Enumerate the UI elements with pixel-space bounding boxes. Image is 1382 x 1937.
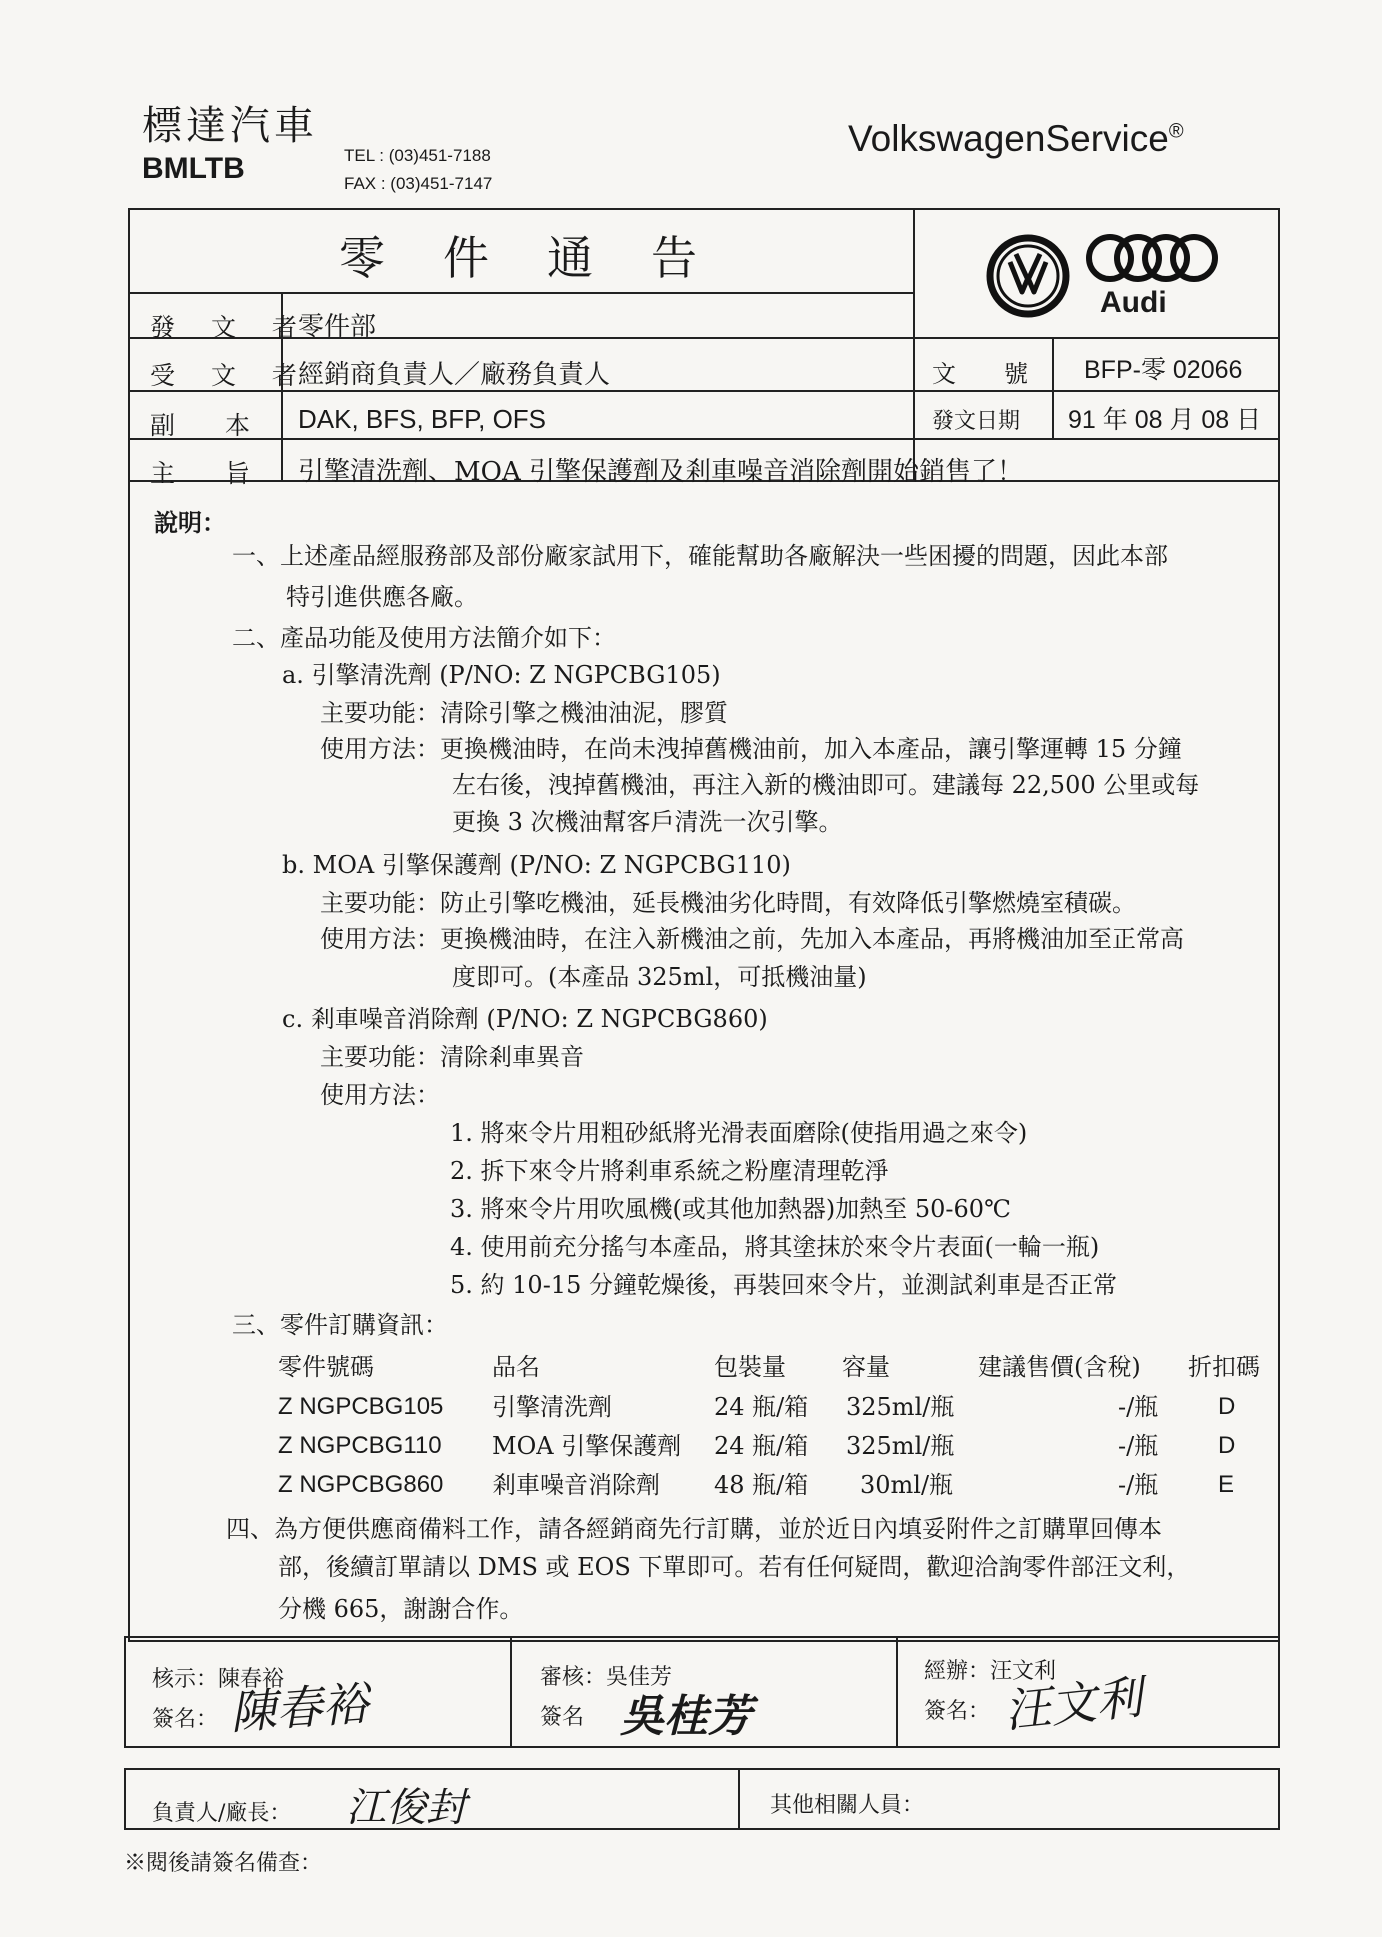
- approver-label: 核示：陳春裕: [152, 1667, 285, 1692]
- company-name-cn: 標達汽車: [142, 103, 318, 149]
- table-cell-part-no: Z NGPCBG105: [278, 1393, 444, 1420]
- section-2-title: 二、產品功能及使用方法簡介如下：: [232, 624, 616, 652]
- table-cell-volume: 30ml/瓶: [860, 1471, 954, 1499]
- doc-no-label: 文 號: [932, 360, 1028, 388]
- product-c-title: c. 剎車噪音消除劑 (P/NO: Z NGPCBG860): [282, 1005, 768, 1033]
- volkswagen-service-brand: VolkswagenService®: [848, 118, 1184, 159]
- date-label: 發文日期: [932, 409, 1021, 434]
- table-cell-volume: 325ml/瓶: [846, 1393, 955, 1421]
- table-cell-price: -/瓶: [1118, 1471, 1159, 1499]
- table-header: 零件號碼: [278, 1353, 374, 1381]
- section-4-line-2: 部，後續訂單請以 DMS 或 EOS 下單即可。若有任何疑問，歡迎洽詢零件部汪文利，: [278, 1553, 1191, 1581]
- table-cell-volume: 325ml/瓶: [846, 1432, 955, 1460]
- product-a-function: 主要功能：清除引擎之機油油泥，膠質: [320, 699, 728, 727]
- table-cell-name: MOA 引擎保護劑: [492, 1432, 682, 1460]
- explain-label: 說明：: [154, 508, 226, 537]
- product-b-usage-1: 使用方法：更換機油時，在注入新機油之前，先加入本產品，再將機油加至正常高: [320, 925, 1184, 953]
- section-4-line-3: 分機 665，謝謝合作。: [278, 1595, 524, 1623]
- subject-value: 引擎清洗劑、MOA 引擎保護劑及剎車噪音消除劑開始銷售了！: [298, 457, 1023, 487]
- handler-signature: 汪文利: [1001, 1669, 1145, 1739]
- doc-no-value: BFP-零 02066: [1084, 356, 1243, 384]
- notice-title: 零 件 通 告: [339, 231, 703, 285]
- product-b-title: b. MOA 引擎保護劑 (P/NO: Z NGPCBG110): [282, 851, 791, 879]
- company-name-en: BMLTB: [142, 152, 245, 185]
- footnote: ※閱後請簽名備查：: [124, 1851, 323, 1876]
- table-header: 包裝量: [714, 1353, 786, 1381]
- subject-label: 主 旨: [150, 459, 251, 488]
- table-cell-name: 剎車噪音消除劑: [492, 1471, 660, 1499]
- to-label: 受 文 者: [150, 361, 311, 390]
- table-cell-part-no: Z NGPCBG860: [278, 1471, 444, 1498]
- table-header: 品名: [492, 1353, 540, 1381]
- table-cell-pack: 24 瓶/箱: [714, 1393, 809, 1421]
- product-c-step: 1. 將來令片用粗砂紙將光滑表面磨除(使指用過之來令): [450, 1119, 1028, 1147]
- section-1-line-2: 特引進供應各廠。: [286, 583, 478, 611]
- table-cell-pack: 48 瓶/箱: [714, 1471, 809, 1499]
- company-fax: FAX : (03)451-7147: [344, 174, 493, 193]
- reviewer-label: 審核：吳佳芳: [540, 1665, 673, 1690]
- company-tel: TEL : (03)451-7188: [344, 146, 491, 165]
- section-3-title: 三、零件訂購資訊：: [232, 1311, 448, 1339]
- reviewer-signature: 吳桂芳: [620, 1691, 752, 1742]
- product-c-usage-label: 使用方法：: [320, 1081, 440, 1109]
- manager-box: [124, 1768, 1280, 1830]
- reviewer-sign-label: 簽名: [540, 1705, 585, 1730]
- table-header: 容量: [842, 1353, 890, 1381]
- product-c-step: 2. 拆下來令片將剎車系統之粉塵清理乾淨: [450, 1157, 889, 1185]
- vw-logo: [986, 234, 1070, 322]
- manager-label: 負責人/廠長：: [152, 1801, 292, 1826]
- approver-signature: 陳春裕: [228, 1676, 370, 1740]
- audi-rings-logo: [1084, 230, 1220, 290]
- from-value: 零件部: [298, 312, 377, 342]
- table-header: 折扣碼: [1188, 1353, 1260, 1381]
- to-value: 經銷商負責人／廠務負責人: [298, 360, 611, 390]
- handler-label: 經辦：汪文利: [924, 1659, 1057, 1684]
- approver-sign-label: 簽名：: [152, 1707, 219, 1732]
- table-cell-part-no: Z NGPCBG110: [278, 1432, 442, 1459]
- table-cell-name: 引擎清洗劑: [492, 1393, 612, 1421]
- product-a-usage-3: 更換 3 次機油幫客戶清洗一次引擎。: [452, 808, 843, 836]
- product-b-usage-2: 度即可。(本產品 325ml，可抵機油量): [452, 963, 867, 991]
- product-c-step: 4. 使用前充分搖勻本產品，將其塗抹於來令片表面(一輪一瓶): [450, 1233, 1100, 1261]
- cc-value: DAK, BFS, BFP, OFS: [298, 404, 547, 434]
- section-1-line-1: 一、上述產品經服務部及部份廠家試用下，確能幫助各廠解決一些困擾的問題，因此本部: [232, 542, 1168, 570]
- product-b-function: 主要功能：防止引擎吃機油，延長機油劣化時間，有效降低引擎燃燒室積碳。: [320, 889, 1136, 917]
- table-header: 建議售價(含稅): [978, 1353, 1141, 1381]
- product-a-usage-1: 使用方法：更換機油時，在尚未洩掉舊機油前，加入本產品，讓引擎運轉 15 分鐘: [320, 735, 1182, 763]
- section-4-line-1: 四、為方便供應商備料工作，請各經銷商先行訂購，並於近日內填妥附件之訂購單回傳本: [226, 1515, 1162, 1543]
- table-cell-discount: E: [1218, 1471, 1235, 1498]
- others-label: 其他相關人員：: [770, 1793, 925, 1818]
- table-cell-discount: D: [1218, 1393, 1236, 1420]
- handler-sign-label: 簽名：: [924, 1699, 991, 1724]
- audi-wordmark: Audi: [1100, 286, 1167, 319]
- product-a-title: a. 引擎清洗劑 (P/NO: Z NGPCBG105): [282, 661, 721, 689]
- product-c-function: 主要功能：清除剎車異音: [320, 1043, 584, 1071]
- table-cell-price: -/瓶: [1118, 1432, 1159, 1460]
- manager-signature: 江俊封: [346, 1785, 466, 1831]
- date-value: 91 年 08 月 08 日: [1068, 406, 1262, 434]
- cc-label: 副 本: [150, 411, 251, 440]
- table-cell-discount: D: [1218, 1432, 1236, 1459]
- table-cell-price: -/瓶: [1118, 1393, 1159, 1421]
- product-a-usage-2: 左右後，洩掉舊機油，再注入新的機油即可。建議每 22,500 公里或每: [452, 771, 1200, 799]
- table-cell-pack: 24 瓶/箱: [714, 1432, 809, 1460]
- from-label: 發 文 者: [150, 313, 311, 342]
- product-c-step: 3. 將來令片用吹風機(或其他加熱器)加熱至 50-60℃: [450, 1195, 1011, 1223]
- product-c-step: 5. 約 10-15 分鐘乾燥後，再裝回來令片，並測試剎車是否正常: [450, 1271, 1117, 1299]
